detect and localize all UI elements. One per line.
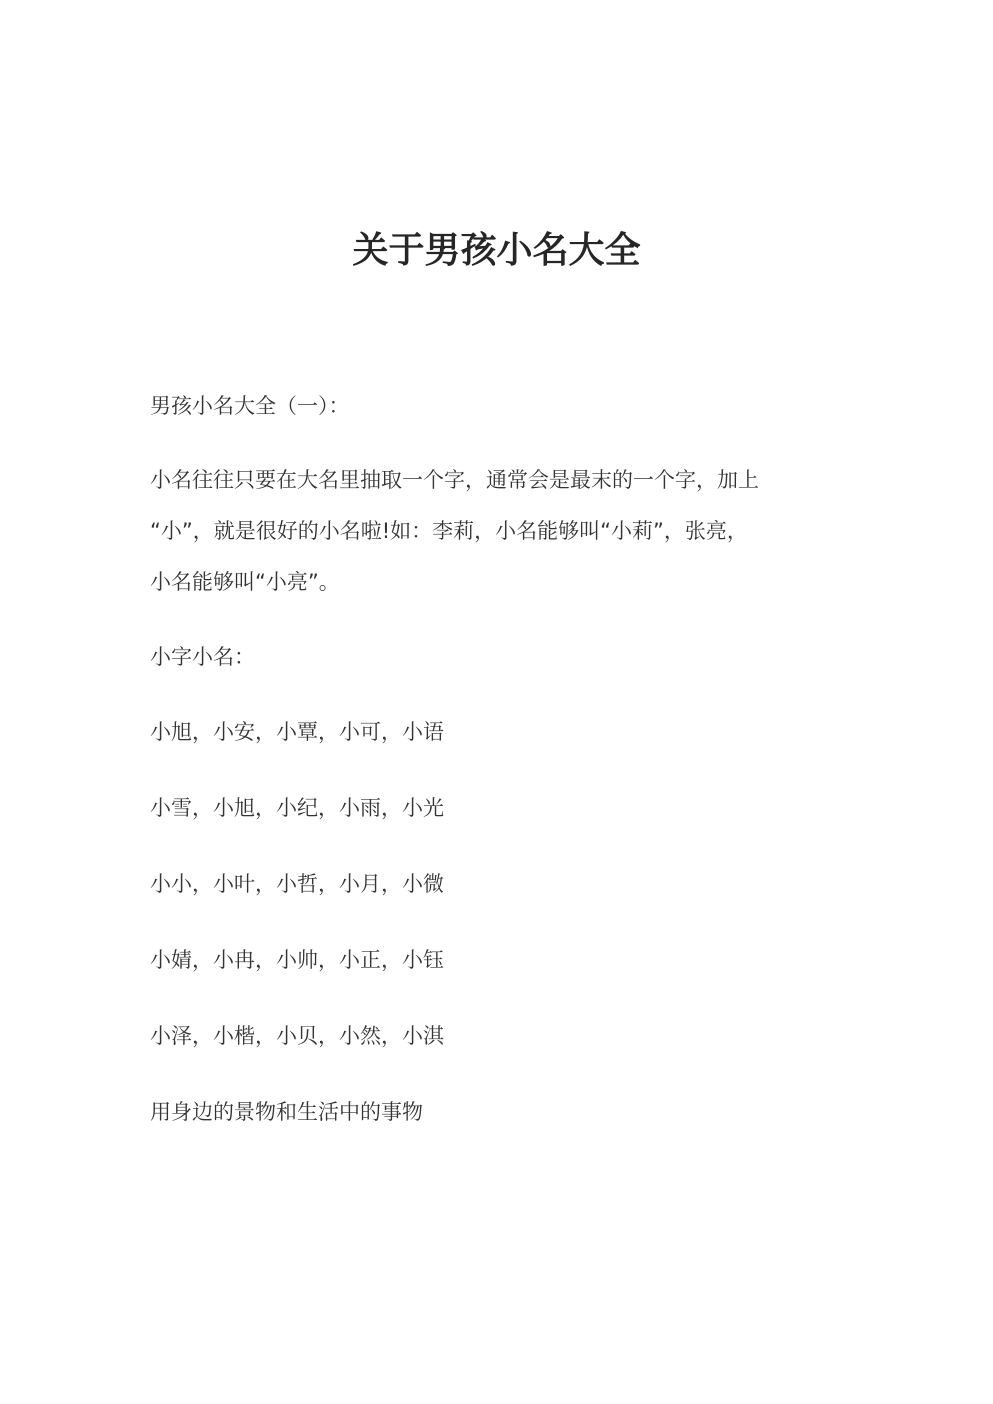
name-row: 小雪，小旭，小纪，小雨，小光 [150, 796, 444, 820]
document-body [150, 380, 850, 1138]
name-row: 小小，小叶，小哲，小月，小微 [150, 872, 444, 896]
closing-line: 用身边的景物和生活中的事物 [150, 1100, 423, 1124]
name-row: 小婧，小冉，小帅，小正，小钰 [150, 948, 444, 972]
intro-paragraph [150, 455, 850, 608]
intro-line: 小名往往只要在大名里抽取一个字，通常会是最末的一个字，加上 [150, 468, 759, 492]
name-row: 小旭，小安，小覃，小可，小语 [150, 720, 444, 744]
document-title: 关于男孩小名大全 [352, 230, 641, 271]
subheading: 小字小名： [150, 645, 255, 669]
section-heading: 男孩小名大全（一）： [150, 394, 350, 418]
intro-line: 小名能够叫“小亮”。 [150, 570, 340, 594]
intro-line: “小”，就是很好的小名啦!如：李莉，小名能够叫“小莉”，张亮， [150, 519, 748, 543]
name-row: 小泽，小楷，小贝，小然，小淇 [150, 1024, 444, 1048]
